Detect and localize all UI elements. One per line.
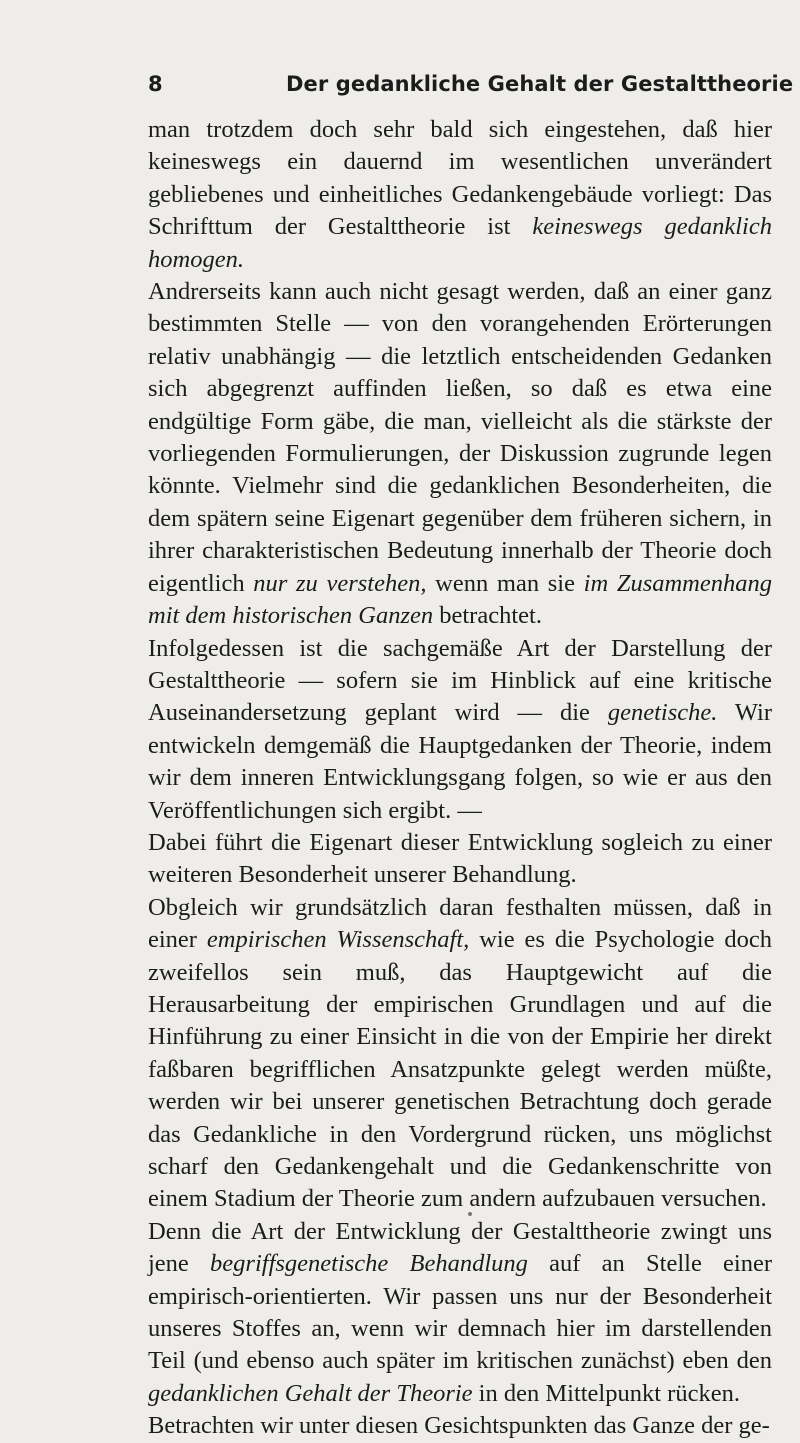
emphasized-text: keineswegs gedanklich homogen. xyxy=(148,213,772,273)
emphasized-text: begriffsgenetische Behandlung xyxy=(210,1250,528,1278)
text-run: wenn man sie xyxy=(426,569,584,597)
emphasized-text: nur zu verstehen, xyxy=(253,569,427,597)
text-run: auf an Stelle einer empirisch-orientierten. Wir passen uns nur der Besonderheit unseres Stoffes an, wenn wir demnach hier im darstellenden Teil (und ebenso auch später im kritischen zunächst) eben den xyxy=(148,1250,773,1375)
text-run: man trotzdem doch sehr bald sich eingestehen, daß hier keineswegs ein dauernd im wesentlichen unverändert gebliebenes und einheitliches Gedankengebäude vorliegt: Das Schrifttum der Gestalttheorie ist xyxy=(148,116,772,241)
running-head xyxy=(148,72,794,102)
print-speck xyxy=(468,1212,472,1216)
text-run: Infolgedessen ist die sachgemäße Art der Darstellung der Gestalttheorie — sofern sie im Hinblick auf eine kritische Auseinandersetzung geplant wird — die xyxy=(148,634,772,727)
page-number: 8 xyxy=(148,72,163,96)
text-run: Betrachten wir unter diesen Gesichtspunkten das Ganze der ge- xyxy=(148,1412,770,1440)
paragraph xyxy=(148,1216,772,1410)
emphasized-text: im Zusammenhang mit dem historischen Ganzen xyxy=(148,569,773,630)
paragraph xyxy=(148,114,772,276)
paragraph xyxy=(148,276,772,632)
emphasized-text: empirischen Wissenschaft, xyxy=(206,926,470,954)
emphasized-text: gedanklichen Gehalt der Theorie xyxy=(148,1379,473,1407)
paragraph xyxy=(148,633,772,827)
text-run: Wir entwickeln demgemäß die Hauptgedanken der Theorie, indem wir dem inneren Entwicklungsgang folgen, so wie er aus den Veröffentlichungen sich ergibt. — xyxy=(148,699,773,824)
running-title: Der gedankliche Gehalt der Gestalttheorie xyxy=(286,72,794,96)
text-run: wie es die Psychologie doch zweifellos sein muß, das Hauptgewicht auf die Herausarbeitung der empirischen Grundlagen und auf die Hinführung zu einer Einsicht in die von der Empirie her direkt faßbaren begrifflichen Ansatzpunkte gelegt werden müßte, werden wir bei unserer genetischen Betrachtung doch gerade das Gedankliche in den Vordergrund rücken, uns möglichst scharf den Gedankengehalt und die Gedankenschritte von einem Stadium der Theorie zum andern aufzubauen versuchen. xyxy=(148,926,772,1213)
text-run: Andrerseits kann auch nicht gesagt werden, daß an einer ganz bestimmten Stelle — von den vorangehenden Erörterungen relativ unabhängig — die letztlich entscheidenden Gedanken sich abgegrenzt auffinden ließen, so daß es etwa eine endgültige Form gäbe, die man, vielleicht als die stärkste der vorliegenden Formulierungen, der Diskussion zugrunde legen könnte. Vielmehr sind die gedanklichen Besonderheiten, die dem spätern seine Eigenart gegenüber dem früheren sichern, in ihrer charakteristischen Bedeutung innerhalb der Theorie doch eigentlich xyxy=(148,278,772,597)
text-run: in den Mittelpunkt rücken. xyxy=(472,1379,740,1407)
text-run: betrachtet. xyxy=(433,602,542,630)
paragraph xyxy=(148,827,772,892)
emphasized-text: genetische. xyxy=(607,699,718,727)
text-run: Denn die Art der Entwicklung der Gestalttheorie zwingt uns jene xyxy=(148,1217,772,1278)
body-text xyxy=(148,114,772,1443)
text-run: Obgleich wir grundsätzlich daran festhalten müssen, daß in einer xyxy=(148,893,772,954)
text-run: Dabei führt die Eigenart dieser Entwicklung sogleich zu einer weiteren Besonderheit unserer Behandlung. xyxy=(148,828,772,889)
paragraph xyxy=(148,892,772,1216)
paragraph xyxy=(148,1410,772,1442)
